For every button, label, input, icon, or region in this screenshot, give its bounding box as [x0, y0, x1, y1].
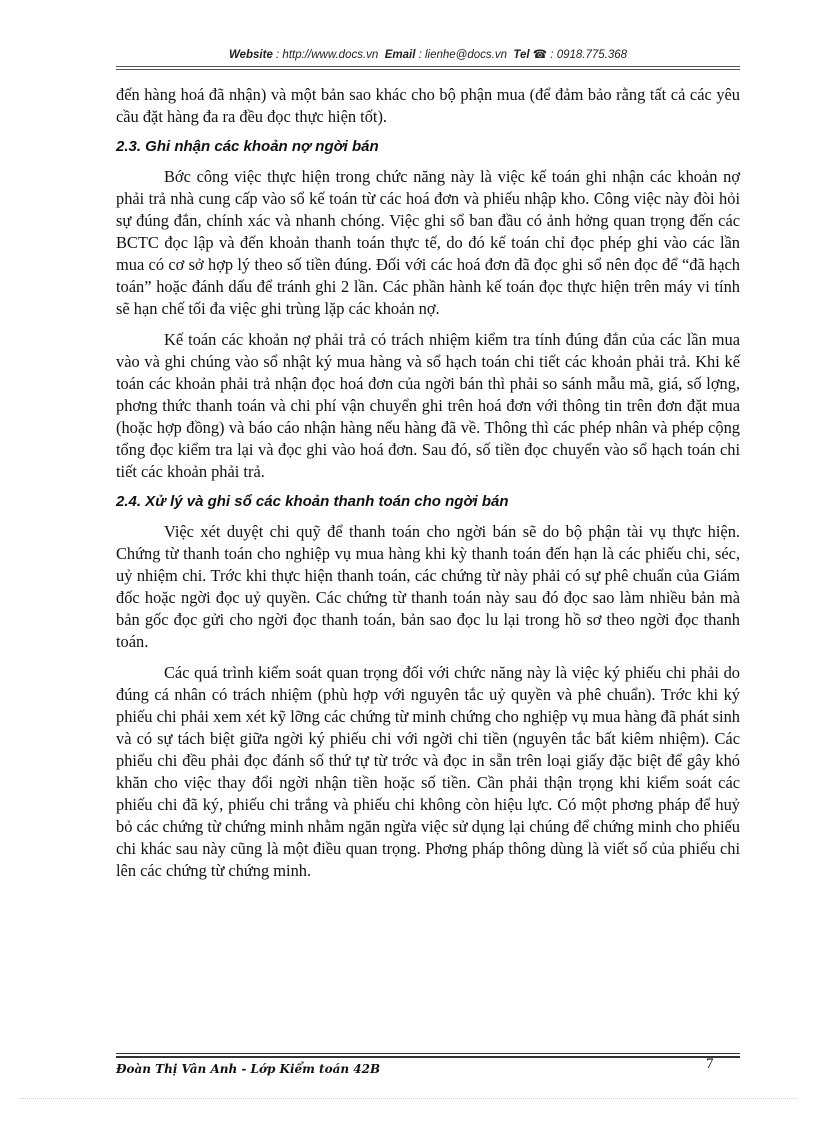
paragraph: Các quá trình kiểm soát quan trọng đối với chức năng này là việc ký phiếu chi phải do đúng cá nhân có trách nhiệm (phù hợp với nguyên tắc uỷ quyền và phê chuẩn). Trớc khi ký phiếu chi phải xem xét kỹ lỡng các chứng từ minh chứng cho nghiệp vụ mua hàng đã phát sinh và có sự tách biệt giữa ngời ký phiếu chi với ngời chi tiền (nguyên tắc bất kiêm nhiệm). Các phiếu chi đều phải đọc đánh số thứ tự từ trớc và đọc in sẵn trên loại giấy đặc biệt để gây khó khăn cho việc thay đổi ngời nhận tiền hoặc số tiền. Cần phải thận trọng khi kiểm soát các phiếu chi đã ký, phiếu chi trắng và phiếu chi không còn hiệu lực. Có một phơng pháp để huỷ bỏ các chứng từ chứng minh nhằm ngăn ngừa việc sử dụng lại chúng để chứng minh cho phiếu chi khác sau này cũng là một điều quan trọng. Phơng pháp thông dùng là viết số của phiếu chi lên các chứng từ chứng minh. — [116, 663, 740, 880]
section-heading-2-4: 2.4. Xử lý và ghi sổ các khoản thanh toán cho ngời bán — [116, 493, 509, 510]
footer-author: Đoàn Thị Vân Anh - Lớp Kiểm toán 42B — [116, 1062, 381, 1076]
website-value: : http://www.docs.vn — [276, 49, 379, 61]
header-divider — [116, 66, 740, 70]
page-bottom-border — [20, 1098, 796, 1099]
intro-paragraph: đến hàng hoá đã nhận) và một bản sao khác cho bộ phận mua (để đảm bảo rằng tất cả các yêu cầu đặt hàng đa ra đều đọc thực hiện tốt). — [116, 85, 740, 126]
footer-divider — [116, 1053, 740, 1058]
page-number: 7 — [706, 1056, 714, 1072]
email-label: Email — [384, 49, 416, 61]
paragraph: Kế toán các khoản nợ phải trả có trách nhiệm kiểm tra tính đúng đắn của các lần mua vào và ghi chúng vào sổ nhật ký mua hàng và sổ hạch toán chi tiết các khoản phải trả. Khi kế toán các khoản phải trả nhận đọc hoá đơn của ngời bán thì phải so sánh mẫu mã, giá, số lợng, phơng thức thanh toán và chi phí vận chuyển ghi trên hoá đơn với thông tin trên đơn đặt mua (hoặc hợp đồng) và báo cáo nhận hàng nếu hàng đã về. Thông thì các phép nhân và phép cộng tổng đọc kiểm tra lại và đọc ghi vào hoá đơn. Sau đó, số tiền đọc chuyển vào sổ hạch toán chi tiết các khoản phải trả. — [116, 330, 740, 481]
tel-value: ☎ : 0918.775.368 — [532, 49, 628, 61]
page-header — [108, 47, 748, 61]
paragraph: Bớc công việc thực hiện trong chức năng này là việc kế toán ghi nhận các khoản nợ phải trả nhà cung cấp vào sổ kế toán từ các hoá đơn và phiếu nhập kho. Công việc này đòi hỏi sự đúng đắn, chính xác và nhanh chóng. Việc ghi sổ ban đầu có ảnh hởng quan trọng đến các BCTC đọc lập và đến khoản thanh toán thực tế, do đó kế toán chỉ đọc phép ghi vào các lần mua có cơ sở hợp lý theo số tiền đúng. Đối với các hoá đơn đã đọc ghi sổ nên đọc để “đã hạch toán” hoặc đánh dấu để tránh ghi 2 lần. Các phần hành kế toán đọc thực hiện trên máy vi tính sẽ hạn chế tối đa việc ghi trùng lặp các khoản nợ. — [116, 167, 740, 318]
website-label: Website — [228, 49, 273, 61]
paragraph: Việc xét duyệt chi quỹ để thanh toán cho ngời bán sẽ do bộ phận tài vụ thực hiện. Chứng từ thanh toán cho nghiệp vụ mua hàng khi kỳ thanh toán đến hạn là các phiếu chi, séc, uỷ nhiệm chi. Trớc khi thực hiện thanh toán, các chứng từ này phải có sự phê chuẩn của Giám đốc hoặc ngời đọc uỷ quyền. Các chứng từ thanh toán này sau đó đọc sao làm nhiều bản mà bản gốc đọc gửi cho ngời đọc thanh toán, bản sao đọc lu lại trong hồ sơ theo ngời đọc thanh toán. — [116, 522, 740, 651]
tel-label: Tel — [513, 49, 530, 61]
section-heading-2-3: 2.3. Ghi nhận các khoản nợ ngời bán — [116, 138, 379, 155]
email-value: : lienhe@docs.vn — [418, 49, 507, 61]
page-body — [116, 84, 740, 891]
